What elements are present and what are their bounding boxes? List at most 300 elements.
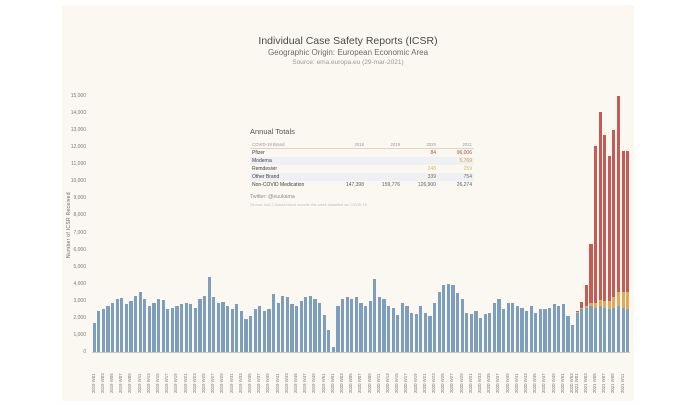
bar xyxy=(530,306,533,352)
bar xyxy=(622,151,625,352)
bar-segment xyxy=(511,303,514,352)
bar xyxy=(617,96,620,352)
bar-segment xyxy=(254,309,257,352)
bar-segment xyxy=(622,292,625,307)
bar-segment xyxy=(290,304,293,352)
bar-segment xyxy=(415,314,418,352)
bar xyxy=(484,314,487,352)
bar-segment xyxy=(474,311,477,352)
bar xyxy=(562,304,565,352)
bar xyxy=(277,303,280,353)
bar-segment xyxy=(525,311,528,352)
bar-segment xyxy=(396,315,399,353)
bar xyxy=(332,347,335,352)
chart-subtitle: Geographic Origin: European Economic Area xyxy=(267,48,429,57)
y-tick-label: 3,000 xyxy=(73,297,86,304)
bar-segment xyxy=(157,299,160,352)
bar xyxy=(534,313,537,352)
bar xyxy=(217,303,220,352)
bar xyxy=(474,311,477,352)
annual-total-value xyxy=(366,165,402,173)
bar xyxy=(378,297,381,352)
bar-segment xyxy=(267,309,270,352)
bar-segment xyxy=(530,306,533,352)
bar xyxy=(116,299,119,352)
bar xyxy=(336,306,339,352)
bar xyxy=(580,302,583,352)
bar-segment xyxy=(507,303,510,353)
bar xyxy=(428,316,431,352)
bar xyxy=(226,306,229,352)
x-tick-label: 2019 W21 xyxy=(182,373,188,393)
bar-segment xyxy=(612,297,615,307)
bar xyxy=(382,299,385,352)
bar-segment xyxy=(493,303,496,353)
bar-segment xyxy=(235,304,238,352)
bar-segment xyxy=(231,309,234,352)
bar xyxy=(507,303,510,353)
bar-segment xyxy=(612,130,615,297)
x-tick-label: 2019 W31 xyxy=(228,373,234,393)
bar xyxy=(571,325,574,352)
bar-segment xyxy=(470,314,473,352)
bar xyxy=(415,314,418,352)
bar-segment xyxy=(378,297,381,352)
bar-segment xyxy=(603,135,606,301)
bar xyxy=(553,304,556,352)
bar xyxy=(589,244,592,352)
bar-segment xyxy=(612,308,615,352)
x-tick-label: 2019 W29 xyxy=(219,373,225,393)
bar-segment xyxy=(585,285,588,306)
bar-segment xyxy=(617,96,620,292)
x-tick-label: 2020 W07 xyxy=(357,373,363,393)
bar xyxy=(318,303,321,353)
bar-segment xyxy=(304,297,307,352)
bar-segment xyxy=(286,297,289,352)
annual-totals-table xyxy=(250,140,474,189)
bar-segment xyxy=(594,308,597,352)
x-tick-label: 2019 W15 xyxy=(155,373,161,393)
bar-segment xyxy=(599,306,602,352)
x-tick-label: 2020 W15 xyxy=(394,373,400,393)
bar xyxy=(231,309,234,352)
bar xyxy=(424,313,427,352)
x-tick-label: 2021 W07 xyxy=(601,373,607,393)
bar-segment xyxy=(162,300,165,352)
y-tick-label: 1,000 xyxy=(73,331,86,338)
bar-segment xyxy=(424,313,427,352)
x-tick-label: 2019 W39 xyxy=(265,373,271,393)
twitter-handle: Twitter: @euukama xyxy=(250,194,295,200)
bar xyxy=(254,309,257,352)
bar-segment xyxy=(622,151,625,293)
bar-segment xyxy=(566,316,569,352)
bar xyxy=(511,303,514,352)
annual-total-value: 159,776 xyxy=(381,182,400,188)
bar-segment xyxy=(599,112,602,300)
bar xyxy=(566,316,569,352)
bar xyxy=(281,296,284,352)
bar-segment xyxy=(461,299,464,352)
y-tick-label: 11,000 xyxy=(71,161,86,168)
bar-segment xyxy=(548,308,551,352)
bar-segment xyxy=(221,302,224,352)
bar-segment xyxy=(589,306,592,352)
y-tick-label: 13,000 xyxy=(70,127,86,134)
annual-total-value xyxy=(366,149,402,158)
bar xyxy=(139,292,142,352)
bar-segment xyxy=(125,304,128,352)
bar-segment xyxy=(589,244,592,304)
bar xyxy=(148,306,151,352)
x-tick-label: 2019 W33 xyxy=(237,373,243,393)
bar xyxy=(539,309,542,353)
bar xyxy=(258,306,261,352)
x-tick-label: 2019 W05 xyxy=(109,373,115,393)
annual-total-value: 26,274 xyxy=(456,182,472,188)
bar-segment xyxy=(102,309,105,353)
brand-label: Pfizer xyxy=(252,150,265,156)
chart-source: Source: ema.europa.eu (29-mar-2021) xyxy=(292,59,404,66)
bar-segment xyxy=(217,303,220,352)
bar xyxy=(203,296,206,352)
bar-segment xyxy=(502,309,505,352)
x-tick-label: 2019 W25 xyxy=(201,373,207,393)
annual-total-value: 259 xyxy=(463,166,472,172)
annual-totals-title: Annual Totals xyxy=(250,127,295,136)
bar-segment xyxy=(369,301,372,352)
table-row xyxy=(250,165,474,173)
bar-segment xyxy=(465,313,468,352)
bar-segment xyxy=(520,308,523,352)
bar xyxy=(410,313,413,352)
bar-segment xyxy=(594,146,597,303)
bar-segment xyxy=(571,325,574,352)
x-tick-label: 2019 W37 xyxy=(256,373,262,393)
bar-segment xyxy=(553,304,556,352)
x-tick-label: 2019 W49 xyxy=(311,373,317,393)
x-tick-label: 2019 W23 xyxy=(191,373,197,393)
bar-segment xyxy=(249,316,252,352)
bar xyxy=(125,304,128,352)
bar xyxy=(470,314,473,352)
bar-segment xyxy=(198,299,201,352)
bar xyxy=(576,311,579,352)
bar-segment xyxy=(516,306,519,352)
bar xyxy=(295,306,298,352)
y-tick-label: 4,000 xyxy=(73,280,86,287)
bar-segment xyxy=(355,297,358,352)
bar xyxy=(341,299,344,352)
bar xyxy=(194,308,197,352)
bar xyxy=(175,306,178,352)
brand-label: Non-COVID Medication xyxy=(252,182,305,188)
bar-segment xyxy=(617,292,620,306)
bar-segment xyxy=(346,297,349,352)
bar-segment xyxy=(166,309,169,352)
x-tick-label: 2020 W45 xyxy=(532,373,538,393)
bar-segment xyxy=(442,285,445,352)
x-tick-label: 2019 W19 xyxy=(173,373,179,393)
bar xyxy=(106,306,109,352)
bar xyxy=(152,303,155,353)
bar xyxy=(548,308,551,352)
x-tick-label: 2020 W49 xyxy=(550,373,556,393)
bar-segment xyxy=(438,292,441,352)
x-tick-label: 2019 W09 xyxy=(127,373,133,393)
bar xyxy=(327,330,330,352)
annual-total-value: 84 xyxy=(430,150,436,156)
bar xyxy=(355,297,358,352)
bar-segment xyxy=(175,306,178,352)
annual-total-value: 339 xyxy=(427,174,436,180)
bar-segment xyxy=(212,297,215,352)
bar-segment xyxy=(419,306,422,352)
x-tick-label: 2020 W13 xyxy=(384,373,390,393)
bar xyxy=(502,309,505,352)
table-column-header: 2019 xyxy=(366,140,402,149)
bar-segment xyxy=(603,308,606,352)
bar xyxy=(433,303,436,353)
bar-segment xyxy=(373,279,376,352)
bar-segment xyxy=(295,306,298,352)
bar xyxy=(438,292,441,352)
bar-segment xyxy=(336,306,339,352)
bar xyxy=(392,308,395,352)
bar-segment xyxy=(240,311,243,352)
bar-segment xyxy=(189,304,192,352)
x-tick-label: 2020 W09 xyxy=(366,373,372,393)
annual-total-value xyxy=(330,149,366,158)
bar-segment xyxy=(106,306,109,352)
table-column-header: 2020 xyxy=(402,140,438,149)
bar-segment xyxy=(392,308,395,352)
bar xyxy=(479,318,482,352)
table-row xyxy=(250,181,474,189)
bar xyxy=(157,299,160,352)
bar-segment xyxy=(608,156,611,301)
bar xyxy=(102,309,105,353)
annual-total-value xyxy=(330,173,366,181)
x-tick-label: 2020 W33 xyxy=(476,373,482,393)
chart-panel xyxy=(62,5,634,401)
bar-segment xyxy=(562,304,565,352)
x-tick-label: 2020 W17 xyxy=(403,373,409,393)
x-tick-label: 2019 W13 xyxy=(145,373,151,393)
bar xyxy=(235,304,238,352)
chart-title: Individual Case Safety Reports (ICSR) xyxy=(258,35,438,47)
x-tick-label: 2021 W11 xyxy=(619,373,625,393)
bar xyxy=(180,304,183,352)
bar-segment xyxy=(244,319,247,352)
bar-segment xyxy=(143,299,146,352)
bar xyxy=(520,308,523,352)
table-row xyxy=(250,149,474,158)
bar xyxy=(313,299,316,352)
x-tick-label: 2020 W39 xyxy=(504,373,510,393)
x-tick-label: 2021 W05 xyxy=(591,373,597,393)
bar xyxy=(497,299,500,352)
bar xyxy=(240,311,243,352)
bar xyxy=(626,151,629,352)
bar xyxy=(447,284,450,352)
bar xyxy=(525,311,528,352)
annual-total-value: 147,398 xyxy=(345,182,364,188)
bar-segment xyxy=(152,303,155,353)
bar-segment xyxy=(603,301,606,308)
bar-segment xyxy=(622,308,625,352)
bar xyxy=(221,302,224,352)
bar xyxy=(290,304,293,352)
x-tick-label: 2019 W17 xyxy=(164,373,170,393)
bar xyxy=(359,303,362,353)
bar xyxy=(166,309,169,352)
x-tick-label: 2020 W53 xyxy=(568,373,574,393)
bar xyxy=(93,323,96,352)
y-tick-label: 14,000 xyxy=(70,110,86,117)
y-tick-label: 9,000 xyxy=(73,195,86,202)
bar-segment xyxy=(433,303,436,353)
bar-segment xyxy=(456,293,459,352)
annual-total-value: 126,900 xyxy=(417,182,436,188)
x-tick-label: 2020 W23 xyxy=(430,373,436,393)
bar xyxy=(557,306,560,352)
bar-segment xyxy=(576,313,579,352)
bar xyxy=(456,293,459,352)
y-tick-label: 6,000 xyxy=(73,246,86,253)
table-column-header: COVID-19 Brand xyxy=(250,140,330,149)
bar-segment xyxy=(580,309,583,352)
annual-total-value xyxy=(366,173,402,181)
bar-segment xyxy=(180,304,183,352)
bar xyxy=(267,309,270,352)
x-tick-label: 2020 W19 xyxy=(412,373,418,393)
bar xyxy=(451,285,454,352)
annual-total-value: 754 xyxy=(463,174,472,180)
x-tick-label: 2019 W11 xyxy=(136,373,142,393)
bar xyxy=(401,303,404,353)
brand-label: Remdesivir xyxy=(252,166,278,172)
bar-segment xyxy=(148,306,151,352)
x-tick-label: 2020 W41 xyxy=(513,373,519,393)
bar-segment xyxy=(272,294,275,352)
bar-segment xyxy=(428,316,431,352)
x-tick-label: 2019 W27 xyxy=(210,373,216,393)
x-tick-label: 2020 W03 xyxy=(339,373,344,393)
bar xyxy=(244,319,247,352)
bar-segment xyxy=(281,296,284,352)
bar xyxy=(387,306,390,352)
bar xyxy=(309,296,312,352)
bar-segment xyxy=(410,313,413,352)
bar-segment xyxy=(129,301,132,352)
bar-segment xyxy=(171,308,174,352)
bar-segment xyxy=(626,292,629,308)
bar-segment xyxy=(488,313,491,352)
annual-total-value xyxy=(330,157,366,165)
bar xyxy=(369,301,372,352)
x-tick-label: 2019 W45 xyxy=(293,373,299,393)
bar xyxy=(111,303,114,353)
bar xyxy=(543,309,546,352)
bar-segment xyxy=(580,302,583,309)
y-tick-label: 12,000 xyxy=(70,144,86,151)
y-tick-label: 10,000 xyxy=(70,178,86,185)
table-body xyxy=(250,149,474,190)
bar-segment xyxy=(543,309,546,352)
annual-total-value xyxy=(402,157,438,165)
bar xyxy=(599,112,602,352)
bar-segment xyxy=(134,296,137,352)
chart-header xyxy=(62,35,634,67)
table-column-header: 2021 xyxy=(438,140,474,149)
x-tick-label: 2020 W27 xyxy=(449,373,455,393)
bar xyxy=(143,299,146,352)
bar xyxy=(350,299,353,352)
bar xyxy=(185,303,188,353)
bar-segment xyxy=(608,309,611,352)
x-tick-label: 2020 W31 xyxy=(467,373,473,393)
annual-total-value: 5,769 xyxy=(459,158,472,164)
bar-segment xyxy=(258,306,261,352)
bar xyxy=(346,297,349,352)
bar-segment xyxy=(626,151,629,293)
table-header-row xyxy=(250,140,474,149)
bar-segment xyxy=(359,303,362,353)
bar xyxy=(461,299,464,352)
y-tick-label: 7,000 xyxy=(73,229,86,236)
bar-segment xyxy=(626,309,629,353)
y-tick-label: 8,000 xyxy=(73,212,86,219)
bar xyxy=(198,299,201,352)
bar xyxy=(442,285,445,352)
bar-segment xyxy=(479,318,482,352)
bar xyxy=(171,308,174,352)
x-tick-label: 2021 W09 xyxy=(610,373,616,393)
bar-segment xyxy=(300,301,303,352)
bar-segment xyxy=(116,299,119,352)
bar xyxy=(97,311,100,352)
x-tick-label: 2021 W01 xyxy=(573,373,579,393)
x-tick-label: 2020 W29 xyxy=(458,373,464,393)
bar-segment xyxy=(277,303,280,353)
bar xyxy=(373,279,376,352)
bar-segment xyxy=(111,303,114,353)
bar xyxy=(120,298,123,352)
annual-totals xyxy=(250,127,472,207)
bar-segment xyxy=(585,308,588,352)
bar-segment xyxy=(539,309,542,353)
x-tick-label: 2019 W51 xyxy=(320,373,326,393)
bar xyxy=(594,146,597,352)
table-row xyxy=(250,173,474,181)
bar xyxy=(364,306,367,352)
y-tick-label: 5,000 xyxy=(73,263,86,270)
x-tick-label: 2021 W03 xyxy=(582,373,588,393)
x-tick-label: 2020 W35 xyxy=(486,373,492,393)
bar-segment xyxy=(617,306,620,352)
bar-segment xyxy=(608,301,611,310)
x-tick-label: 2020 W21 xyxy=(421,373,427,393)
bar-segment xyxy=(309,296,312,352)
bar xyxy=(493,303,496,353)
bar-segment xyxy=(120,298,123,352)
bar xyxy=(162,300,165,352)
brand-label: Other Brand xyxy=(252,174,280,180)
table-column-header: 2018 xyxy=(330,140,366,149)
x-tick-label: 2020 W25 xyxy=(440,373,446,393)
